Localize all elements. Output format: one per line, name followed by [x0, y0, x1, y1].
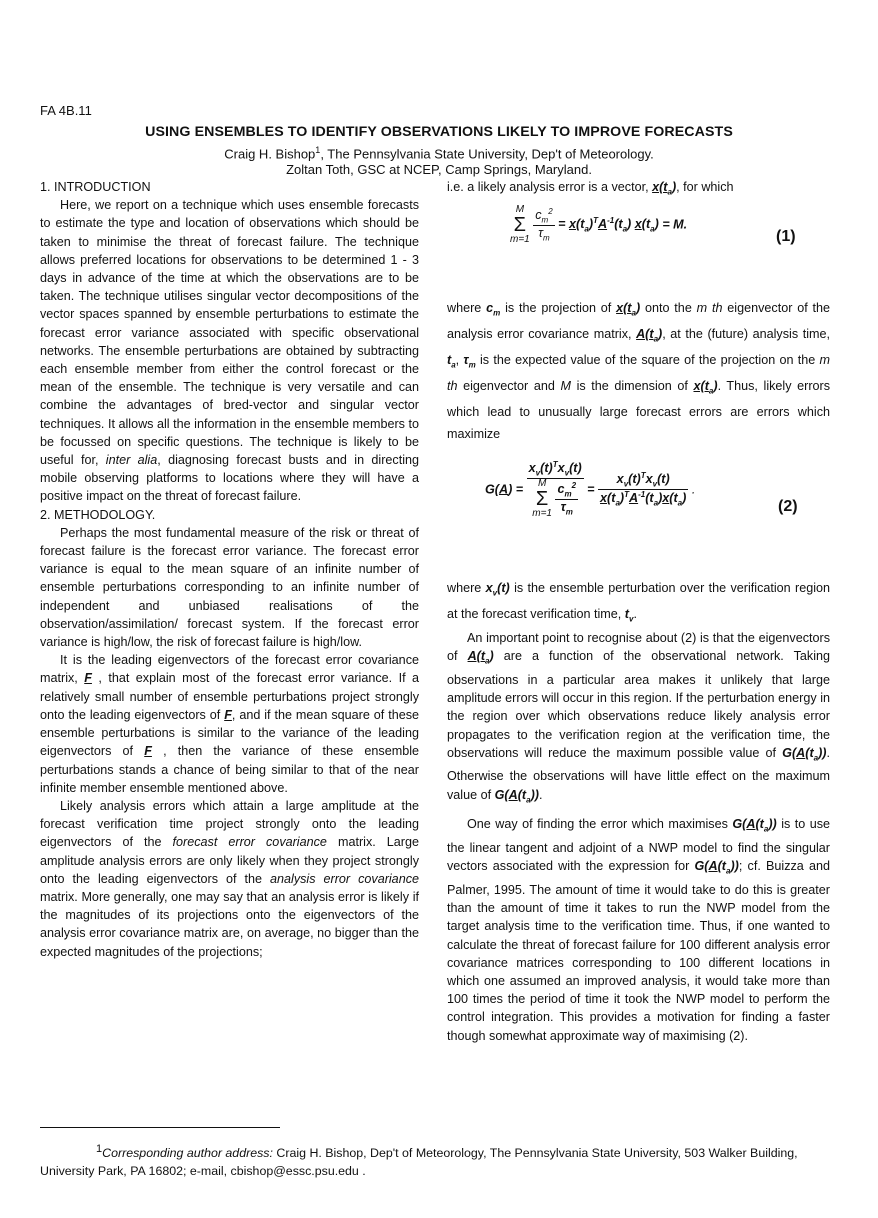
footnote: 1Corresponding author address: Craig H. Bishop, Dep't of Meteorology, The Pennsylvania State University, 503 Walker Building, University Park, PA 16802; e-mail, cbishop@essc.psu.edu .: [40, 1143, 798, 1179]
right-col-discussion: [447, 578, 830, 1045]
footnote-rule: [40, 1127, 280, 1128]
intro-paragraph: Here, we report on a technique which uses ensemble forecasts to estimate the type and location of observations which should be taken to minimise the threat of forecast failure. The technique allows preferred locations for observations to be determined 1 - 3 days in advance of the time at which the observations are to be taken. The technique utilises singular vector decompositions of the vector spaces spanned by ensemble perturbations to estimate the forecast error variance associated with specific observational networks. The ensemble perturbations are obtained by subtracting each ensemble member from either the control forecast or the mean of the ensemble. The technique is very versatile and can combine the advantages of bred-vector and singular vector techniques. It allows all the information in the ensemble members to be focussed on specific questions. The technique is likely to be useful for, inter alia, diagnosing forecast busts and in directing mobile observing platforms to locations where they will have a positive impact on the threat of forecast failure.: [40, 198, 420, 504]
section-heading-introduction: 1. INTRODUCTION: [40, 180, 151, 194]
methodology-paragraph-1: Perhaps the most fundamental measure of the risk or threat of forecast failure is the forecast error variance. The forecast error variance is equal to the mean square of an infinite number of ensemble perturbations corresponding to an infinite number of independent and unbiased realisations of the observation/assimilation/ forecast system. If the forecast error variance is high/low, the risk of forecast failure is high/low.: [40, 525, 419, 650]
projection-definition-paragraph: where $c_m$ is the projection of $x(t_a)$ onto the m th eigenvector of the analysis error covariance matrix, $A(t_a)$, at the (future) analysis time, $t_a$, $\tau_m$ is the expected value of the square of the projection on the m th eigenvector and M is the dimension of $x(t_a)$. Thus, likely errors which lead to unusually large forecast errors are errors which maximize: [447, 301, 831, 441]
singular-vector-paragraph: One way of finding the error which maximises $G(A(t_a))$ is to use the linear tangent and adjoint of a NWP model to find the singular vectors associated with the expression for $G(A(t_a))$; cf. Buizza and Palmer, 1995. The amount of time it would take to do this is greater than the amount of time it takes to run the NWP model from the target analysis time to the verification time. Thus, if one wanted to calculate the threat of forecast failure for 100 different analysis error covariance matrices corresponding to 100 different locations in which one assumed an improved analysis, it would take more than 100 times the period of time it took the NWP model to perform the control integration. This provides a motivation for finding a faster though somewhat approximate way of maximising (2).: [447, 817, 831, 1043]
methodology-paragraph-3: Likely analysis errors which attain a large amplitude at the forecast verification time project strongly onto the leading eigenvectors of the forecast error covariance matrix. Large amplitude analysis errors are only likely when they project strongly onto the leading eigenvectors of the analysis error covariance matrix. More generally, one may say that an analysis error is likely if the magnitudes of its projections onto the eigenvectors of the analysis error covariance matrix are, on average, no bigger than the expected magnitudes of the projections;: [40, 798, 419, 959]
paper-title: USING ENSEMBLES TO IDENTIFY OBSERVATIONS LIKELY TO IMPROVE FORECASTS: [145, 124, 733, 140]
author-line-1: Craig H. Bishop$^1$, The Pennsylvania State University, Dep't of Meteorology.: [224, 145, 654, 162]
equation-number-2: (2): [778, 498, 798, 515]
observation-network-paragraph: An important point to recognise about (2) is that the eigenvectors of $A(t_a)$ are a function of the observational network. Taking observations in a particular area makes it unlikely that large amplitude errors will occur in this region. If the perturbation energy in the region over which observations reduce likely analysis error propagates to the verification region at the verification time, the observations will reduce the maximum possible value of $G(A(t_a))$. Otherwise the observations will have little effect on the maximum value of $G(A(t_a))$.: [447, 631, 831, 805]
section-heading-methodology: 2. METHODOLOGY.: [40, 507, 156, 522]
fraction: $\frac{x_v(t)^Tx_v(t)}{x(t_a)^TA^{-1}(t_a)x(t_a)}$: [600, 471, 687, 508]
equation-2: G(A) = $x_v(t)^Tx_v(t)$ M Σ m=1 $\frac{c_m^2}{\tau_m}$ = $\frac{x_v(t)^Tx_v(t)}{x(t_a)^TA^{-1}(t_a)x(t_a)}$ .: [485, 460, 696, 519]
left-column: [40, 178, 419, 961]
fraction: $\frac{c_m^2}{\tau_m}$: [535, 207, 553, 243]
likely-error-sentence: i.e. a likely analysis error is a vector, $x(t_a)$, for which: [447, 180, 734, 197]
right-col-intro: [447, 178, 830, 202]
footnote-ref: 1: [315, 145, 321, 155]
fraction: $x_v(t)^Tx_v(t)$ M Σ m=1 $\frac{c_m^2}{\tau_m}$: [528, 460, 582, 519]
equation-1: M Σ m=1 $\frac{c_m^2}{\tau_m}$ = $x(t_a)^TA^{-1}(t_a) x(t_a) = M$.: [510, 204, 688, 245]
summation-symbol: M Σ m=1: [510, 204, 530, 245]
author-line-2: Zoltan Toth, GSC at NCEP, Camp Springs, Maryland.: [286, 162, 592, 177]
right-col-definitions: [447, 298, 830, 445]
paper-code: FA 4B.11: [40, 103, 92, 118]
perturbation-definition-paragraph: where $x_v(t)$ is the ensemble perturbation over the verification region at the forecast verification time, $t_v$.: [447, 581, 831, 624]
equation-number-1: (1): [776, 228, 796, 245]
methodology-paragraph-2: It is the leading eigenvectors of the forecast error covariance matrix, F , that explain most of the forecast error variance. If a relatively small number of ensemble perturbations project strongly onto the leading eigenvectors of F, and if the mean square of these ensemble perturbations is similar to the variance of the leading eigenvectors of F , then the variance of these ensemble perturbations stands a chance of being similar to that of the near infinite member ensemble mentioned above.: [40, 653, 420, 795]
